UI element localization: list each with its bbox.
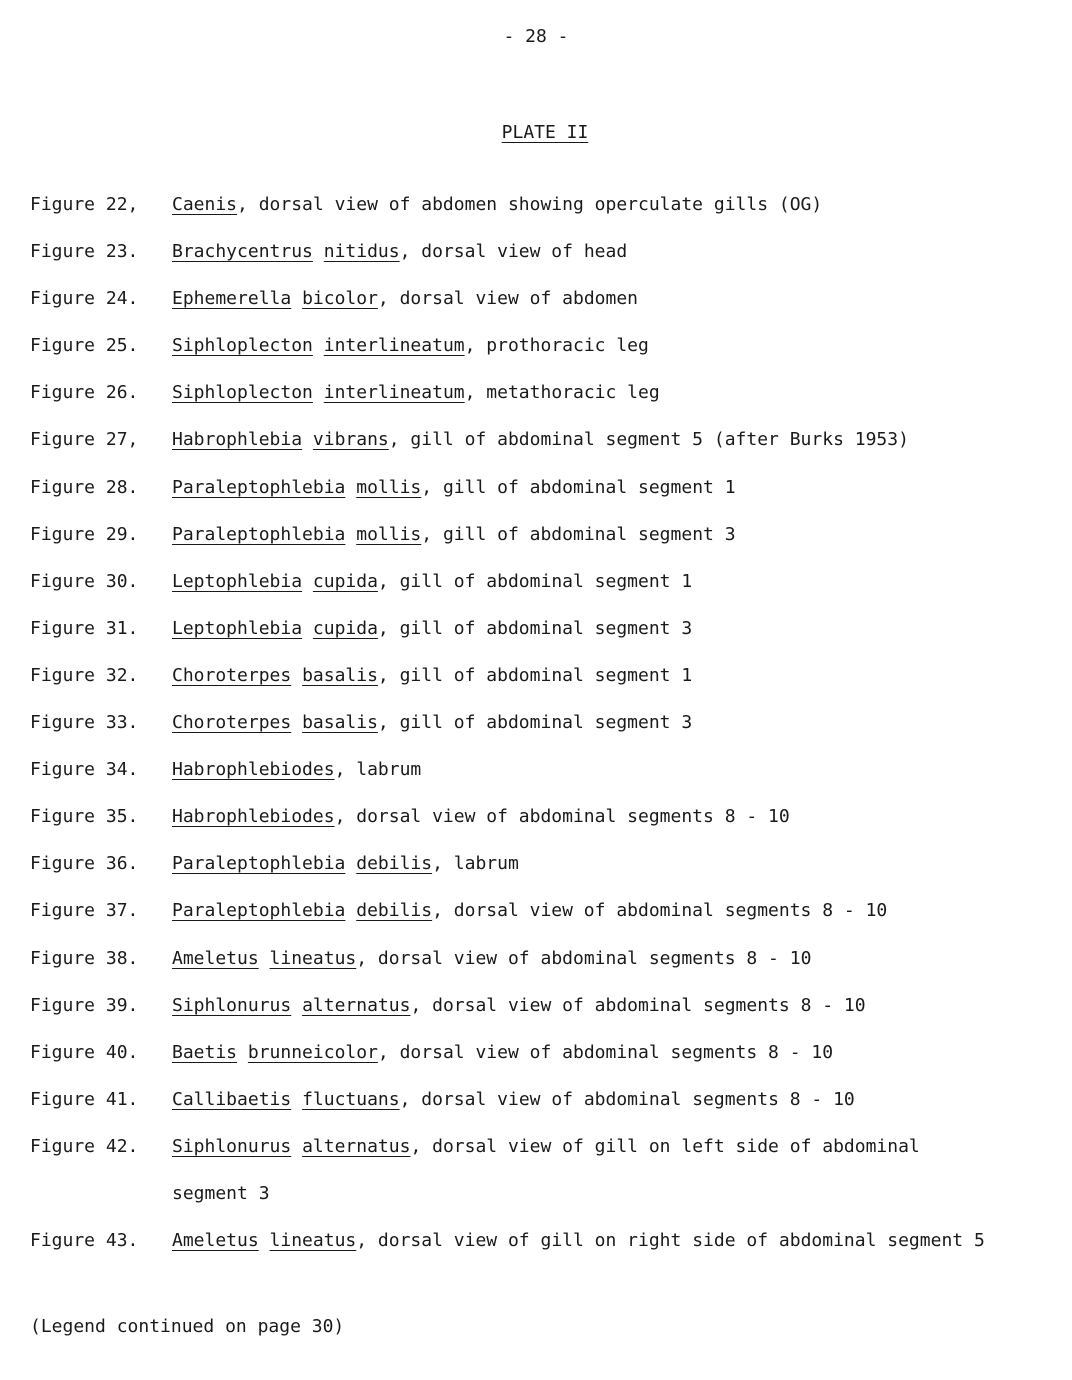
genus-name: Ameletus: [172, 1230, 259, 1252]
figure-entry: [30, 1228, 1065, 1275]
caption-description: , gill of abdominal segment 3: [421, 523, 736, 545]
figure-caption: [172, 616, 1065, 663]
figure-label: Figure 42.: [30, 1135, 139, 1157]
figure-caption: [172, 333, 1065, 380]
caption-line: [172, 239, 1065, 286]
figure-label: Figure 25.: [30, 335, 139, 357]
caption-line: [172, 757, 1065, 804]
figure-label: Figure 27,: [30, 429, 139, 451]
species-name: alternatus: [302, 1135, 411, 1157]
genus-name: Siphloplecton: [172, 382, 313, 404]
figure-label: Figure 22,: [30, 194, 139, 215]
figure-legend-list: [30, 192, 1065, 1275]
caption-description: , gill of abdominal segment 3: [377, 712, 693, 734]
species-name: vibrans: [312, 429, 389, 451]
genus-name: Paraleptophlebia: [172, 523, 346, 545]
species-name: basalis: [302, 712, 378, 734]
figure-entry: [30, 427, 1065, 474]
figure-label: Figure 43.: [30, 1230, 139, 1252]
figure-caption: [172, 663, 1065, 710]
genus-name: Paraleptophlebia: [172, 476, 346, 498]
caption-line: [172, 380, 1065, 427]
genus-name: Choroterpes: [172, 664, 292, 686]
figure-label: Figure 30.: [30, 570, 139, 592]
caption-line: [172, 286, 1065, 333]
figure-caption: [172, 993, 1065, 1040]
caption-description: , dorsal view of abdominal segments 8 - 10: [356, 947, 812, 969]
species-name: lineatus: [269, 1230, 357, 1252]
figure-entry: [30, 239, 1065, 286]
caption-line: [172, 898, 1065, 945]
caption-description: , metathoracic leg: [464, 382, 660, 404]
caption-description: , dorsal view of abdomen showing operculate gills (OG): [237, 194, 823, 215]
figure-label: Figure 38.: [30, 947, 139, 969]
caption-line: [172, 192, 1065, 239]
figure-entry: [30, 522, 1065, 569]
species-name: mollis: [356, 476, 422, 498]
figure-label: Figure 28.: [30, 476, 139, 498]
genus-name: Callibaetis: [172, 1088, 292, 1110]
caption-description: , dorsal view of gill on left side of abdominal: [410, 1135, 920, 1157]
caption-description: , dorsal view of abdominal segments 8 - 10: [432, 900, 888, 922]
figure-label: Figure 41.: [30, 1088, 139, 1110]
caption-description: , prothoracic leg: [464, 335, 649, 357]
figure-label: Figure 29.: [30, 523, 139, 545]
species-name: alternatus: [302, 994, 411, 1016]
figure-entry: [30, 710, 1065, 757]
genus-name: Siphlonurus: [172, 1135, 292, 1157]
caption-line: [172, 710, 1065, 757]
caption-line: [172, 569, 1065, 616]
caption-line: [172, 616, 1065, 663]
caption-line: [172, 333, 1065, 380]
species-name: interlineatum: [323, 382, 465, 404]
figure-caption: [172, 1134, 1065, 1228]
figure-label: Figure 24.: [30, 288, 139, 310]
caption-description: , dorsal view of head: [399, 241, 628, 263]
figure-caption: [172, 757, 1065, 804]
figure-caption: [172, 946, 1065, 993]
figure-caption: [172, 239, 1065, 286]
caption-line: [172, 851, 1065, 898]
species-name: mollis: [356, 523, 422, 545]
figure-label: Figure 31.: [30, 617, 139, 639]
figure-entry: [30, 663, 1065, 710]
genus-name: Leptophlebia: [172, 570, 303, 592]
genus-name: Ameletus: [172, 947, 259, 969]
figure-entry: [30, 1134, 1065, 1228]
figure-caption: [172, 192, 1065, 239]
caption-description: , gill of abdominal segment 3: [377, 617, 693, 639]
species-name: debilis: [356, 853, 433, 875]
figure-caption: [172, 569, 1065, 616]
genus-name: Choroterpes: [172, 712, 292, 734]
species-name: interlineatum: [323, 335, 465, 357]
figure-caption: [172, 804, 1065, 851]
figure-label: Figure 34.: [30, 759, 139, 781]
figure-label: Figure 32.: [30, 664, 139, 686]
caption-description: , dorsal view of abdominal segments 8 - 10: [410, 994, 866, 1016]
caption-line: [172, 522, 1065, 569]
figure-label: Figure 33.: [30, 712, 139, 734]
caption-description: , dorsal view of abdomen: [377, 288, 639, 310]
genus-name: Caenis: [172, 194, 238, 215]
genus-name: Ephemerella: [172, 288, 292, 310]
figure-caption: [172, 286, 1065, 333]
species-name: debilis: [356, 900, 433, 922]
figure-caption: [172, 851, 1065, 898]
genus-name: Leptophlebia: [172, 617, 303, 639]
figure-entry: [30, 946, 1065, 993]
figure-caption: [172, 1228, 1065, 1275]
figure-entry: [30, 1040, 1065, 1087]
figure-label: Figure 36.: [30, 853, 139, 875]
figure-entry: [30, 851, 1065, 898]
caption-continuation: segment 3: [172, 1182, 270, 1204]
caption-description: , gill of abdominal segment 1: [377, 570, 693, 592]
caption-line: [172, 1040, 1065, 1087]
caption-description: , dorsal view of abdominal segments 8 - 10: [377, 1041, 834, 1063]
figure-label: Figure 23.: [30, 241, 139, 263]
species-name: bicolor: [302, 288, 378, 310]
figure-entry: [30, 898, 1065, 945]
species-name: fluctuans: [302, 1088, 400, 1110]
caption-line: [172, 1087, 1065, 1134]
figure-entry: [30, 616, 1065, 663]
species-name: nitidus: [323, 241, 400, 263]
figure-entry: [30, 286, 1065, 333]
figure-entry: [30, 569, 1065, 616]
figure-caption: [172, 427, 1065, 474]
figure-entry: [30, 757, 1065, 804]
legend-continuation-note: (Legend continued on page 30): [30, 1316, 345, 1337]
figure-entry: [30, 475, 1065, 522]
figure-caption: [172, 898, 1065, 945]
caption-line: [172, 663, 1065, 710]
caption-description: , gill of abdominal segment 1: [377, 664, 693, 686]
figure-entry: [30, 1087, 1065, 1134]
caption-line: [172, 475, 1065, 522]
caption-description: , labrum: [334, 759, 422, 781]
figure-label: Figure 37.: [30, 900, 139, 922]
genus-name: Baetis: [172, 1041, 238, 1063]
caption-line: [172, 1134, 1065, 1181]
figure-entry: [30, 333, 1065, 380]
caption-description: , labrum: [432, 853, 519, 875]
figure-caption: [172, 475, 1065, 522]
caption-description: , gill of abdominal segment 1: [421, 476, 736, 498]
genus-name: Brachycentrus: [172, 241, 313, 263]
figure-entry: [30, 380, 1065, 427]
figure-caption: [172, 380, 1065, 427]
genus-name: Habrophlebia: [172, 429, 303, 451]
figure-label: Figure 39.: [30, 994, 139, 1016]
figure-caption: [172, 1087, 1065, 1134]
caption-line: [172, 804, 1065, 851]
figure-label: Figure 40.: [30, 1041, 139, 1063]
plate-title: PLATE II: [501, 122, 589, 143]
caption-line: [172, 946, 1065, 993]
figure-entry: [30, 192, 1065, 239]
genus-name: Paraleptophlebia: [172, 900, 346, 922]
figure-label: Figure 35.: [30, 806, 139, 828]
species-name: basalis: [302, 664, 378, 686]
caption-description: , gill of abdominal segment 5 (after Burks 1953): [388, 429, 909, 451]
species-name: lineatus: [269, 947, 357, 969]
figure-caption: [172, 522, 1065, 569]
caption-description: , dorsal view of gill on right side of abdominal segment 5: [356, 1230, 985, 1252]
species-name: cupida: [312, 617, 378, 639]
caption-description: , dorsal view of abdominal segments 8 - 10: [399, 1088, 855, 1110]
figure-entry: [30, 804, 1065, 851]
species-name: cupida: [312, 570, 378, 592]
caption-line: [172, 427, 1065, 474]
figure-caption: [172, 710, 1065, 757]
page-number: - 28 -: [503, 26, 569, 47]
genus-name: Habrophlebiodes: [172, 806, 335, 828]
figure-label: Figure 26.: [30, 382, 139, 404]
genus-name: Habrophlebiodes: [172, 759, 335, 781]
species-name: brunneicolor: [247, 1041, 378, 1063]
caption-description: , dorsal view of abdominal segments 8 - 10: [334, 806, 790, 828]
figure-caption: [172, 1040, 1065, 1087]
figure-entry: [30, 993, 1065, 1040]
caption-line: [172, 1228, 1065, 1275]
genus-name: Siphlonurus: [172, 994, 292, 1016]
genus-name: Siphloplecton: [172, 335, 313, 357]
genus-name: Paraleptophlebia: [172, 853, 346, 875]
caption-line: [172, 993, 1065, 1040]
